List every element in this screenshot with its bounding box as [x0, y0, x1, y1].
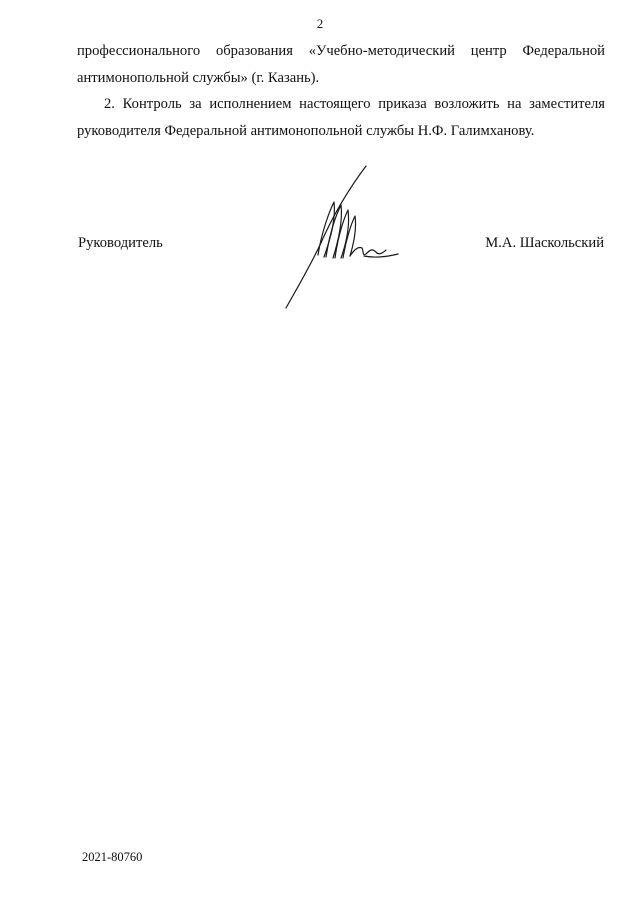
handwritten-signature	[278, 160, 408, 310]
signatory-name: М.А. Шаскольский	[485, 235, 604, 251]
paragraph-continuation	[77, 38, 605, 92]
document-number: 2021-80760	[82, 850, 143, 864]
paragraph-item-2	[77, 91, 605, 145]
paragraph-line: антимонопольной службы» (г. Казань).	[77, 70, 320, 86]
paragraph-line: руководителя Федеральной антимонопольной службы Н.Ф. Галимханову.	[77, 123, 535, 139]
page-number: 2	[316, 16, 324, 31]
signature-stroke	[350, 247, 386, 256]
paragraph-line: профессионального образования «Учебно-методический центр Федеральной	[77, 43, 605, 59]
paragraph-line: 2. Контроль за исполнением настоящего приказа возложить на заместителя	[104, 96, 605, 112]
signatory-title: Руководитель	[78, 235, 163, 251]
signature-stroke	[364, 254, 398, 257]
